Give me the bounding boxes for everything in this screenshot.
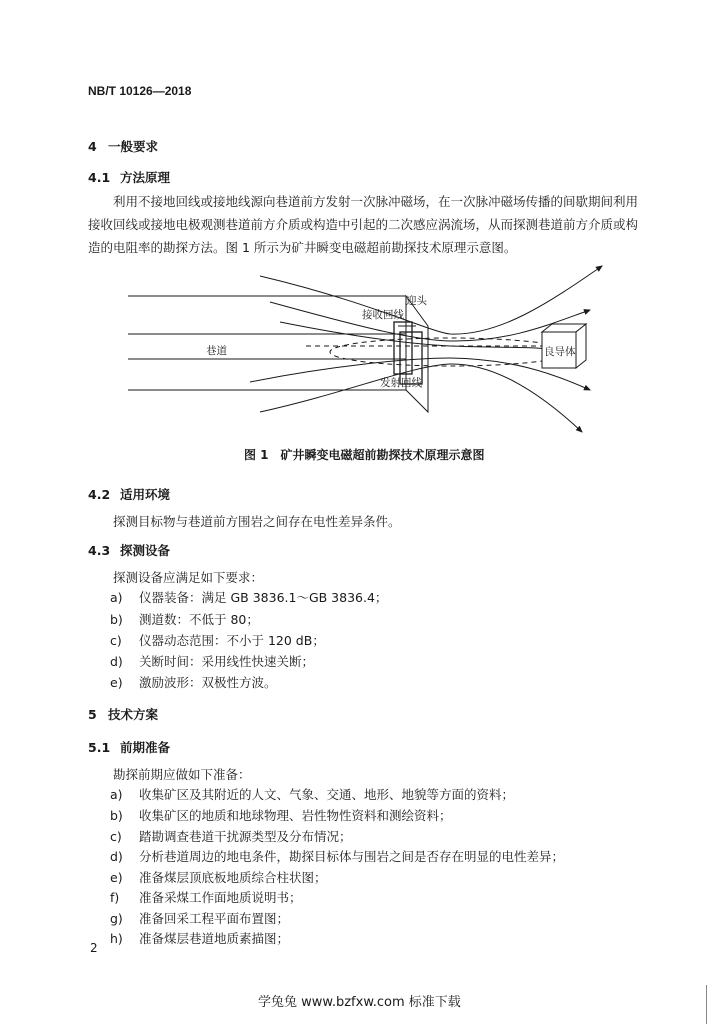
paragraph-line: 接收回线或接地电极观测巷道前方介质或构造中引起的二次感应涡流场，从而探测巷道前方介质或构: [88, 217, 639, 232]
section-title: 一般要求: [108, 139, 159, 154]
conductor-side: [576, 324, 586, 368]
list-item-text: 收集矿区的地质和地球物理、岩性物性资料和测绘资料；: [139, 808, 452, 823]
figure-1-diagram: [110, 262, 610, 442]
list-item-label: c): [110, 633, 122, 648]
list-item-label: b): [110, 808, 123, 823]
tunnel-face-side: [406, 296, 428, 412]
list-item-text: 测道数：不低于 80；: [139, 612, 259, 627]
label-conductor: 良导体: [544, 346, 576, 358]
list-item-label: g): [110, 911, 123, 926]
list-item-text: 分析巷道周边的地电条件，勘探目标体与围岩之间是否存在明显的电性差异；: [139, 849, 565, 864]
list-item-label: a): [110, 787, 123, 802]
paragraph-method: [88, 190, 659, 259]
label-face: 迎头: [406, 295, 427, 307]
list-item-label: h): [110, 931, 123, 946]
section-title: 技术方案: [108, 707, 159, 722]
paragraph-environment: 探测目标物与巷道前方围岩之间存在电性差异条件。: [113, 514, 401, 529]
list-intro: 勘探前期应做如下准备：: [113, 767, 251, 782]
section-title: 探测设备: [120, 543, 171, 558]
list-item-text: 关断时间：采用线性快速关断；: [139, 654, 315, 669]
label-transmit-loop: 发射回线: [380, 377, 422, 389]
list-item-text: 准备煤层顶底板地质综合柱状图；: [139, 870, 327, 885]
standard-number: NB/T 10126—2018: [88, 84, 192, 98]
section-title: 适用环境: [120, 487, 171, 502]
label-tunnel: 巷道: [206, 345, 227, 357]
section-number: 5: [88, 707, 97, 722]
field-line: [280, 322, 580, 352]
figure-caption: 图 1 矿井瞬变电磁超前勘探技术原理示意图: [244, 448, 485, 462]
label-receive-loop: 接收回线: [362, 309, 404, 321]
section-number: 4.1: [88, 170, 111, 185]
section-number: 4.3: [88, 543, 111, 558]
list-item-label: d): [110, 654, 123, 669]
section-number: 4: [88, 139, 97, 154]
section-title: 前期准备: [120, 740, 171, 755]
section-number: 5.1: [88, 740, 111, 755]
list-item-text: 收集矿区及其附近的人文、气象、交通、地形、地貌等方面的资料；: [139, 787, 515, 802]
page-edge-line: [706, 985, 707, 1024]
list-item-label: b): [110, 612, 123, 627]
list-item-text: 仪器装备：满足 GB 3836.1～GB 3836.4；: [139, 590, 388, 605]
field-ellipse: [330, 338, 570, 366]
list-item-label: a): [110, 590, 123, 605]
list-item-text: 激励波形：双极性方波。: [139, 675, 277, 690]
paragraph-line: 利用不接地回线或接地线源向巷道前方发射一次脉冲磁场，在一次脉冲磁场传播的间歇期间利用: [113, 194, 639, 209]
section-title: 方法原理: [120, 170, 171, 185]
section-number: 4.2: [88, 487, 111, 502]
list-item-text: 踏勘调查巷道干扰源类型及分布情况；: [139, 829, 352, 844]
list-item-label: e): [110, 675, 123, 690]
list-item-label: d): [110, 849, 123, 864]
list-item-label: f): [110, 890, 120, 905]
list-item-text: 准备回采工程平面布置图；: [139, 911, 290, 926]
list-item-text: 仪器动态范围：不小于 120 dB；: [139, 633, 325, 648]
footer-watermark[interactable]: 学兔兔 www.bzfxw.com 标准下载: [258, 995, 461, 1010]
list-intro: 探测设备应满足如下要求：: [113, 570, 264, 585]
list-item-text: 准备采煤工作面地质说明书；: [139, 890, 302, 905]
list-item-label: e): [110, 870, 123, 885]
list-item-label: c): [110, 829, 122, 844]
paragraph-line: 造的电阻率的勘探方法。图 1 所示为矿井瞬变电磁超前勘探技术原理示意图。: [88, 240, 517, 255]
page-number: 2: [90, 941, 98, 955]
list-item-text: 准备煤层巷道地质素描图；: [139, 931, 290, 946]
